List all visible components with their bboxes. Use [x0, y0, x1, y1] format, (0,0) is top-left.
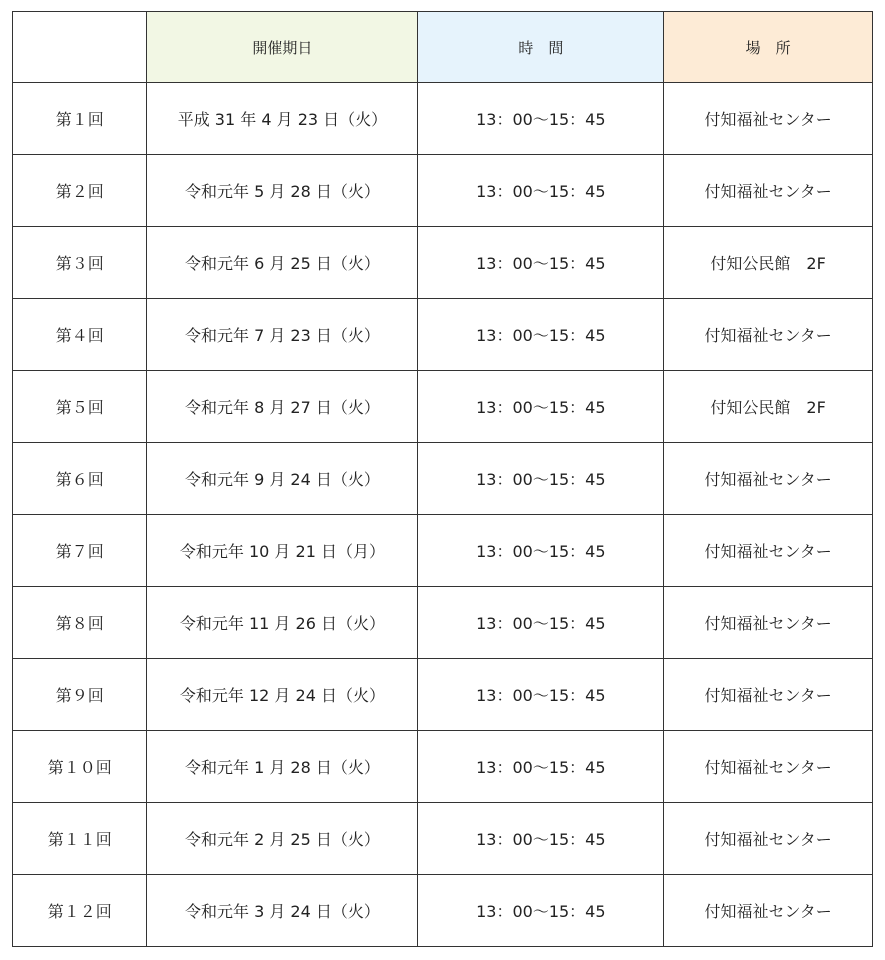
header-time: 時 間	[418, 12, 664, 83]
cell-number: 第４回	[13, 299, 147, 371]
cell-place: 付知福祉センター	[664, 803, 873, 875]
cell-date: 令和元年 7 月 23 日（火）	[147, 299, 418, 371]
cell-time: 13：00〜15：45	[418, 515, 664, 587]
cell-place: 付知福祉センター	[664, 731, 873, 803]
header-row	[13, 12, 873, 83]
cell-place: 付知福祉センター	[664, 875, 873, 947]
table-row	[13, 371, 873, 443]
cell-time: 13：00〜15：45	[418, 875, 664, 947]
cell-date: 令和元年 3 月 24 日（火）	[147, 875, 418, 947]
cell-number: 第８回	[13, 587, 147, 659]
table-row	[13, 299, 873, 371]
cell-date: 令和元年 1 月 28 日（火）	[147, 731, 418, 803]
cell-place: 付知福祉センター	[664, 515, 873, 587]
cell-time: 13：00〜15：45	[418, 659, 664, 731]
cell-time: 13：00〜15：45	[418, 587, 664, 659]
cell-time: 13：00〜15：45	[418, 299, 664, 371]
cell-time: 13：00〜15：45	[418, 443, 664, 515]
cell-number: 第７回	[13, 515, 147, 587]
table-row	[13, 443, 873, 515]
cell-time: 13：00〜15：45	[418, 227, 664, 299]
table-row	[13, 515, 873, 587]
table-row	[13, 875, 873, 947]
cell-number: 第３回	[13, 227, 147, 299]
schedule-table	[12, 11, 873, 947]
table-row	[13, 803, 873, 875]
cell-date: 令和元年 8 月 27 日（火）	[147, 371, 418, 443]
header-place: 場 所	[664, 12, 873, 83]
cell-place: 付知公民館 2F	[664, 371, 873, 443]
cell-place: 付知福祉センター	[664, 587, 873, 659]
cell-number: 第２回	[13, 155, 147, 227]
cell-number: 第１０回	[13, 731, 147, 803]
cell-date: 令和元年 9 月 24 日（火）	[147, 443, 418, 515]
cell-number: 第１１回	[13, 803, 147, 875]
cell-number: 第６回	[13, 443, 147, 515]
cell-place: 付知福祉センター	[664, 83, 873, 155]
cell-number: 第１２回	[13, 875, 147, 947]
table-row	[13, 83, 873, 155]
cell-time: 13：00〜15：45	[418, 155, 664, 227]
cell-date: 平成 31 年 4 月 23 日（火）	[147, 83, 418, 155]
cell-number: 第９回	[13, 659, 147, 731]
cell-place: 付知公民館 2F	[664, 227, 873, 299]
cell-time: 13：00〜15：45	[418, 731, 664, 803]
cell-time: 13：00〜15：45	[418, 83, 664, 155]
cell-place: 付知福祉センター	[664, 659, 873, 731]
cell-date: 令和元年 12 月 24 日（火）	[147, 659, 418, 731]
cell-date: 令和元年 5 月 28 日（火）	[147, 155, 418, 227]
table-row	[13, 659, 873, 731]
cell-number: 第５回	[13, 371, 147, 443]
header-number	[13, 12, 147, 83]
cell-place: 付知福祉センター	[664, 299, 873, 371]
table-row	[13, 227, 873, 299]
cell-date: 令和元年 2 月 25 日（火）	[147, 803, 418, 875]
cell-time: 13：00〜15：45	[418, 371, 664, 443]
header-date: 開催期日	[147, 12, 418, 83]
table-row	[13, 587, 873, 659]
cell-place: 付知福祉センター	[664, 155, 873, 227]
cell-date: 令和元年 6 月 25 日（火）	[147, 227, 418, 299]
cell-place: 付知福祉センター	[664, 443, 873, 515]
cell-number: 第１回	[13, 83, 147, 155]
cell-date: 令和元年 10 月 21 日（月）	[147, 515, 418, 587]
cell-date: 令和元年 11 月 26 日（火）	[147, 587, 418, 659]
table-row	[13, 155, 873, 227]
cell-time: 13：00〜15：45	[418, 803, 664, 875]
table-row	[13, 731, 873, 803]
